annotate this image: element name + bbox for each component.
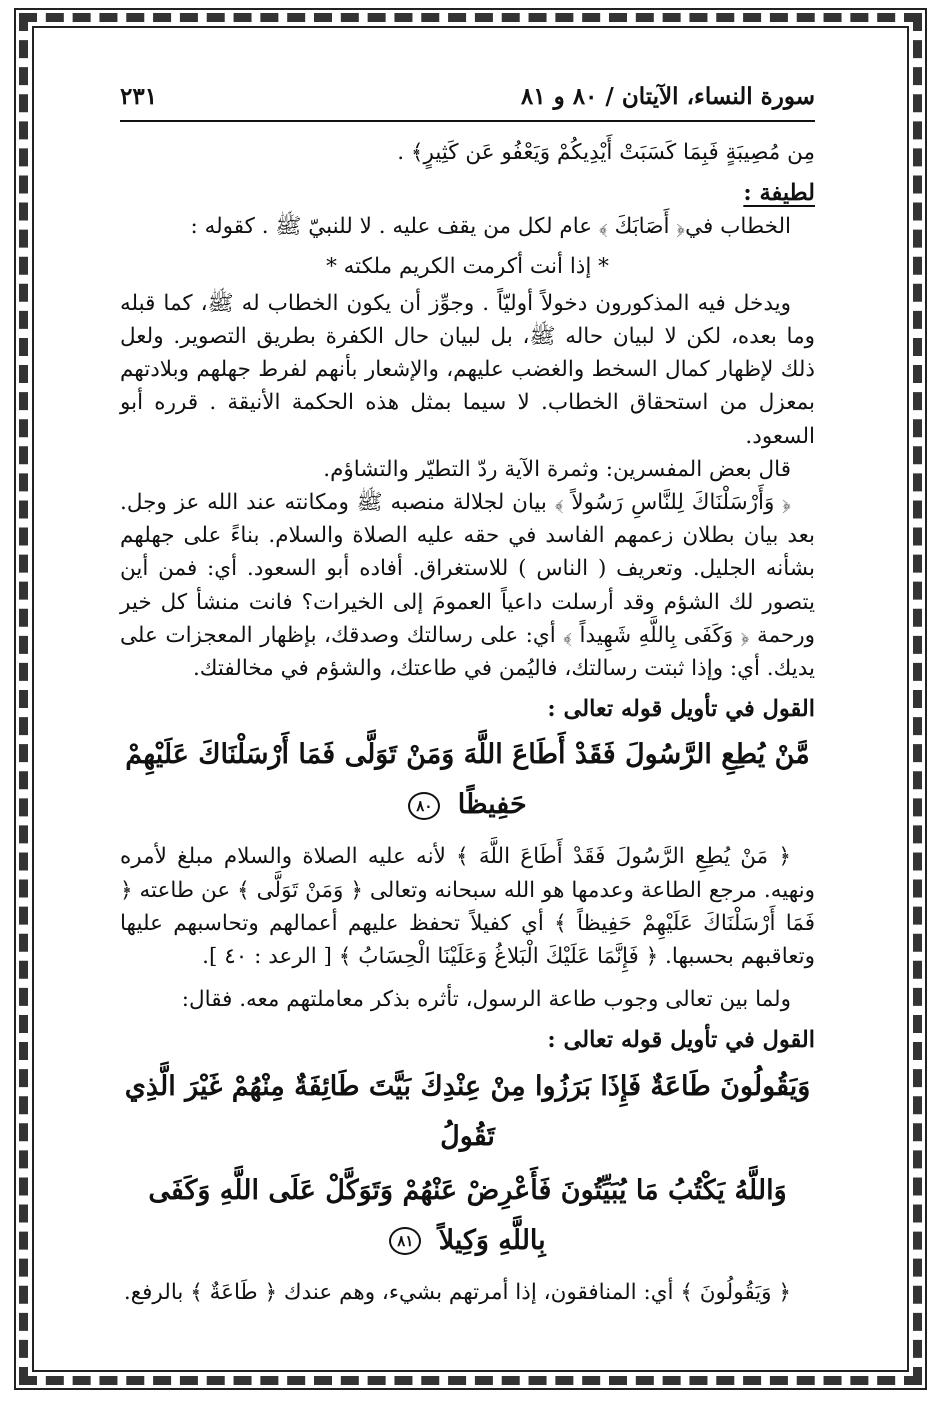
header-divider <box>120 120 815 122</box>
paragraph-tafsir-80: ﴿ مَنْ يُطِعِ الرَّسُولَ فَقَدْ أَطَاعَ اللَّهَ ﴾ لأنه عليه الصلاة والسلام مبلغ لأمره ونهيه. مرجع الطاعة وعدمها هو الله سبحانه وتعالى ﴿ وَمَنْ تَوَلَّى ﴾ عن طاعته ﴿ فَمَا أَرْسَلْنَاكَ عَلَيْهِمْ حَفِيظاً ﴾ أي كفيلاً تحفظ عليهم أعمالهم وتحاسبهم عليها وتعاقبهم بحسبها. ﴿ فَإِنَّمَا عَلَيْكَ الْبَلاغُ وَعَلَيْنَا الْحِسَابُ ﴾ [ الرعد : ٤٠ ]. <box>120 844 815 970</box>
quran-verse-81-text: وَاللَّهُ يَكْتُبُ مَا يُبَيِّتُونَ فَأَعْرِضْ عَنْهُمْ وَتَوَكَّلْ عَلَى اللَّهِ وَكَفَى بِاللَّهِ وَكِيلاً <box>148 1174 787 1256</box>
verse-number-badge: ٨٠ <box>408 792 440 820</box>
page-number: ٢٣١ <box>120 83 158 110</box>
quran-verse-80 <box>120 730 815 830</box>
quran-verse-81-line-1: وَيَقُولُونَ طَاعَةٌ فَإِذَا بَرَزُوا مِنْ عِنْدِكَ بَيَّتَ طَائِفَةٌ مِنْهُمْ غَيْرَ الَّذِي تَقُولُ <box>124 1070 811 1152</box>
heading-latifa: لطيفة : <box>743 180 815 207</box>
heading-qawl-2: القول في تأويل قوله تعالى : <box>547 1027 815 1054</box>
paragraph-mufassirin: قال بعض المفسرين: وثمرة الآية ردّ التطيّر والتشاؤم. <box>323 456 791 482</box>
running-header <box>120 80 815 114</box>
page-body <box>120 80 815 1309</box>
paragraph-transition: ولما بين تعالى وجوب طاعة الرسول، تأثره بذكر معاملتهم معه. فقال: <box>181 987 791 1013</box>
surah-title: سورة النساء، الآيتان / ٨٠ و ٨١ <box>520 83 815 110</box>
paragraph-verse-continuation: مِن مُصِيبَةٍ فَبِمَا كَسَبَتْ أَيْدِيكُمْ وَيَعْفُو عَن كَثِيرٍ﴾ . <box>397 140 815 165</box>
paragraph-tafsir-81: ﴿ وَيَقُولُونَ ﴾ أي: المنافقون، إذا أمرتهم بشيء، وهم عندك ﴿ طَاعَةٌ ﴾ بالرفع. <box>123 1279 791 1305</box>
paragraph-arsalnaka: ﴿ وَأَرْسَلْنَاكَ لِلنَّاسِ رَسُولاً ﴾ بيان لجلالة منصبه ﷺ ومكانته عند الله عز وجل. بعد بيان بطلان زعمهم الفاسد في حقه عليه الصلاة والسلام. بناءً على جهلهم بشأنه الجليل. وتعريف ( الناس ) للاستغراق. أفاده أبو السعود. أي: فمن أين يتصور لك الشؤم وقد أرسلت داعياً العمومَ إلى الخيرات؟ فانت منشأ كل خير ورحمة ﴿ وَكَفَى بِاللَّهِ شَهِيداً ﴾ أي: على رسالتك وصدقك، بإظهار المعجزات على يديك. أي: وإذا ثبتت رسالتك، فاليُمن في طاعتك، والشؤم في مخالفتك. <box>120 490 815 682</box>
paragraph-khitab: الخطاب في﴿ أَصَابَكَ ﴾ عام لكل من يقف عليه . لا للنبيّ ﷺ . كقوله : <box>190 214 791 240</box>
quran-verse-81-line-2 <box>120 1166 815 1266</box>
heading-qawl-1: القول في تأويل قوله تعالى : <box>547 696 815 723</box>
quran-verse-80-text: مَّنْ يُطِعِ الرَّسُولَ فَقَدْ أَطَاعَ اللَّهَ وَمَنْ تَوَلَّى فَمَا أَرْسَلْنَاكَ عَلَيْهِمْ حَفِيظًا <box>125 739 810 821</box>
poem-line: * إذا أنت أكرمت الكريم ملكته * <box>326 253 609 279</box>
verse-number-badge: ٨١ <box>389 1227 421 1255</box>
paragraph-tafsir-1: ويدخل فيه المذكورون دخولاً أوليّاً . وجوِّز أن يكون الخطاب له ﷺ، كما قبله وما بعده، لكن لا لبيان حاله ﷺ، بل لبيان حال الكفرة بطريق التصوير. ولعل ذلك لإظهار كمال السخط والغضب عليهم، والإشعار بأنهم لفرط جهلهم وبلادتهم بمعزل من استحقاق الخطاب. لا سيما بمثل هذه الحكمة الأنيقة . قرره أبو السعود. <box>120 290 815 449</box>
